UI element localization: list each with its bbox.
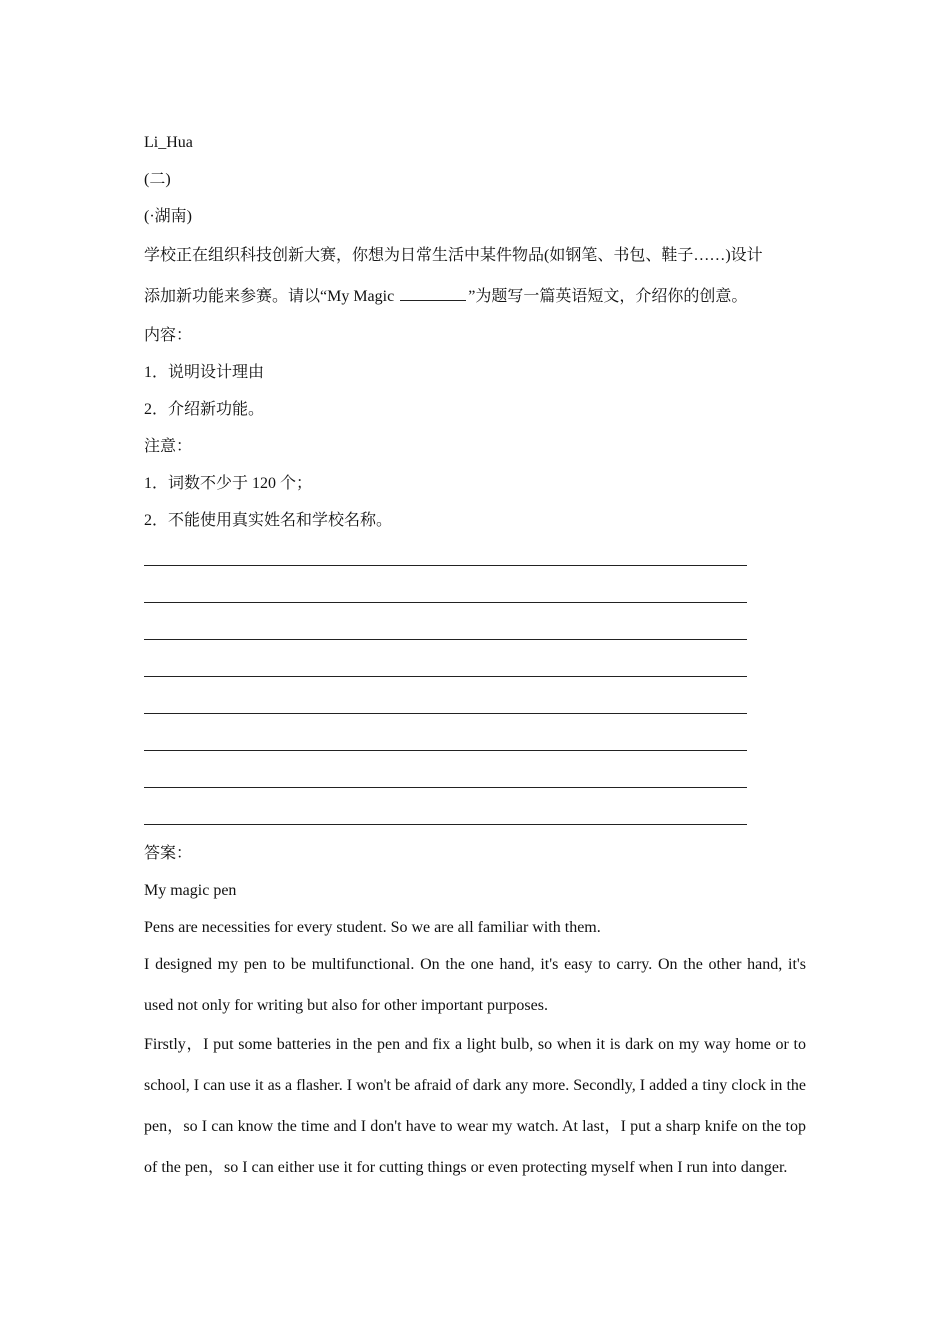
answer-paragraph: I designed my pen to be multifunctional. On the one hand, it's easy to carry. On the other hand, it's used not only for writing but also for other important purposes. <box>144 956 806 1014</box>
writing-line <box>144 798 806 835</box>
answer-title: My magic pen <box>144 882 237 899</box>
author-name: Li_Hua <box>144 134 193 151</box>
content-item: 1．说明设计理由 <box>144 364 265 381</box>
source-label: (·湖南) <box>144 208 192 225</box>
notes-item: 1．词数不少于 120 个； <box>144 475 313 492</box>
notes-label: 注意： <box>144 438 193 455</box>
prompt-intro <box>144 235 806 317</box>
document-content <box>144 124 806 1188</box>
section-number: (二) <box>144 171 171 188</box>
answer-label: 答案： <box>144 845 193 862</box>
writing-line <box>144 650 806 687</box>
prompt-intro-part1: 学校正在组织科技创新大赛，你想为日常生活中某件物品(如钢笔、书包、鞋子……)设计 <box>144 247 763 264</box>
answer-paragraph: Pens are necessities for every student. So we are all familiar with them. <box>144 919 601 936</box>
notes-item: 2．不能使用真实姓名和学校名称。 <box>144 512 393 529</box>
title-blank <box>400 286 466 301</box>
answer-paragraph: Firstly，I put some batteries in the pen and fix a light bulb, so when it is dark on my way home or to school, I can use it as a flasher. I won't be afraid of dark any more. Secondly, I added a tiny clock in the pen，so I can know the time and I don't have to wear my watch. At last，I put a sharp knife on the top of the pen，so I can either use it for cutting things or even protecting myself when I run into danger. <box>144 1036 806 1176</box>
prompt-intro-part2-before: 添加新功能来参赛。请以“My Magic <box>144 288 399 305</box>
writing-line <box>144 687 806 724</box>
content-label: 内容： <box>144 327 193 344</box>
writing-line <box>144 613 806 650</box>
writing-line <box>144 539 806 576</box>
answer-writing-lines <box>144 539 806 835</box>
prompt-intro-part2-after: ”为题写一篇英语短文，介绍你的创意。 <box>468 288 748 305</box>
writing-line <box>144 724 806 761</box>
writing-line <box>144 576 806 613</box>
content-item: 2．介绍新功能。 <box>144 401 265 418</box>
writing-line <box>144 761 806 798</box>
